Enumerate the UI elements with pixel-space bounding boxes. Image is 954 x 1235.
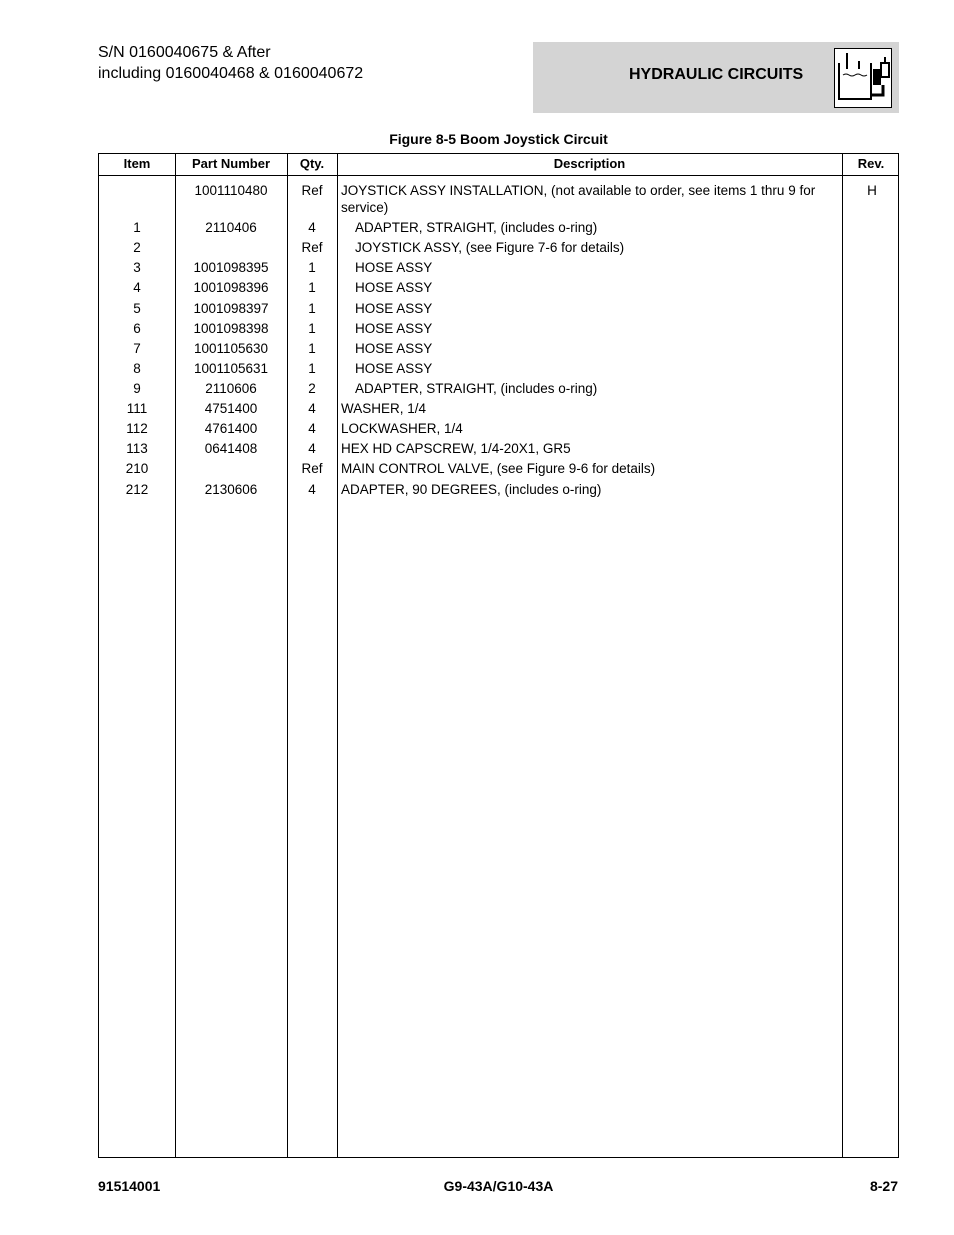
item-cell: 113 — [126, 441, 148, 456]
parts-table — [98, 153, 899, 1158]
column-divider — [337, 154, 338, 1157]
item-cell: 9 — [133, 381, 141, 396]
part-number-cell: 2130606 — [204, 482, 258, 497]
part-number-cell: 1001098398 — [193, 321, 269, 336]
item-cell: 6 — [133, 321, 141, 336]
column-header-qty: Qty. — [299, 156, 325, 171]
item-cell: 112 — [126, 421, 148, 436]
column-header-part-number: Part Number — [191, 156, 271, 171]
qty-cell: 1 — [308, 321, 316, 336]
description-cell: JOYSTICK ASSY INSTALLATION, (not available to order, see items 1 thru 9 for service) — [341, 183, 816, 215]
description-cell: ADAPTER, STRAIGHT, (includes o-ring) — [355, 220, 598, 235]
hydraulic-reservoir-icon — [834, 48, 892, 108]
part-number-cell: 0641408 — [204, 441, 258, 456]
qty-cell: 1 — [308, 301, 316, 316]
item-cell: 111 — [126, 401, 148, 416]
section-title: HYDRAULIC CIRCUITS — [629, 66, 804, 83]
part-number-cell: 2110606 — [205, 381, 257, 396]
model-number: G9-43A/G10-43A — [443, 1178, 554, 1194]
item-cell: 210 — [125, 461, 149, 476]
description-cell: JOYSTICK ASSY, (see Figure 7-6 for details) — [355, 240, 625, 255]
item-cell: 8 — [133, 361, 141, 376]
part-number-cell: 4761400 — [204, 421, 258, 436]
qty-cell: 4 — [308, 421, 316, 436]
column-header-rev: Rev. — [857, 156, 885, 171]
description-cell: HOSE ASSY — [355, 321, 433, 336]
part-number-cell: 1001105631 — [193, 361, 269, 376]
description-cell: WASHER, 1/4 — [341, 401, 427, 416]
qty-cell: Ref — [301, 240, 323, 255]
qty-cell: 1 — [308, 260, 316, 275]
description-cell: ADAPTER, STRAIGHT, (includes o-ring) — [355, 381, 598, 396]
qty-cell: Ref — [301, 183, 323, 198]
section-header — [533, 42, 899, 113]
description-cell: HOSE ASSY — [355, 361, 433, 376]
item-cell: 3 — [133, 260, 141, 275]
item-cell: 2 — [133, 240, 141, 255]
serial-number-line-1: S/N 0160040675 & After — [98, 44, 271, 61]
qty-cell: 4 — [308, 401, 316, 416]
serial-number-note — [98, 42, 363, 84]
description-cell: HOSE ASSY — [355, 260, 433, 275]
part-number-cell: 1001098397 — [193, 301, 269, 316]
qty-cell: 2 — [308, 381, 316, 396]
part-number-cell: 1001105630 — [193, 341, 269, 356]
item-cell: 7 — [133, 341, 141, 356]
qty-cell: 1 — [308, 341, 316, 356]
part-number-cell: 1001098396 — [193, 280, 269, 295]
item-cell: 212 — [125, 482, 149, 497]
description-cell: HEX HD CAPSCREW, 1/4-20X1, GR5 — [341, 441, 571, 456]
column-header-description: Description — [553, 156, 626, 171]
qty-cell: 4 — [308, 482, 316, 497]
rev-cell: H — [867, 183, 877, 198]
item-cell: 1 — [133, 220, 141, 235]
document-number: 91514001 — [98, 1178, 161, 1194]
part-number-cell: 1001110480 — [194, 183, 268, 198]
column-header-item: Item — [123, 156, 151, 171]
part-number-cell: 2110406 — [205, 220, 257, 235]
qty-cell: Ref — [301, 461, 323, 476]
item-cell: 5 — [133, 301, 141, 316]
figure-title: Figure 8-5 Boom Joystick Circuit — [389, 131, 608, 147]
serial-number-line-2: including 0160040468 & 0160040672 — [98, 65, 364, 82]
description-cell: LOCKWASHER, 1/4 — [341, 421, 463, 436]
qty-cell: 1 — [308, 361, 316, 376]
header-divider — [99, 175, 898, 176]
qty-cell: 1 — [308, 280, 316, 295]
description-cell: HOSE ASSY — [355, 301, 433, 316]
qty-cell: 4 — [308, 441, 316, 456]
description-cell: ADAPTER, 90 DEGREES, (includes o-ring) — [341, 482, 602, 497]
part-number-cell: 4751400 — [204, 401, 258, 416]
page-number: 8-27 — [869, 1178, 898, 1194]
description-cell: MAIN CONTROL VALVE, (see Figure 9-6 for details) — [341, 461, 656, 476]
part-number-cell: 1001098395 — [193, 260, 269, 275]
item-cell: 4 — [133, 280, 141, 295]
description-cell: HOSE ASSY — [355, 280, 433, 295]
description-cell: HOSE ASSY — [355, 341, 433, 356]
qty-cell: 4 — [308, 220, 316, 235]
